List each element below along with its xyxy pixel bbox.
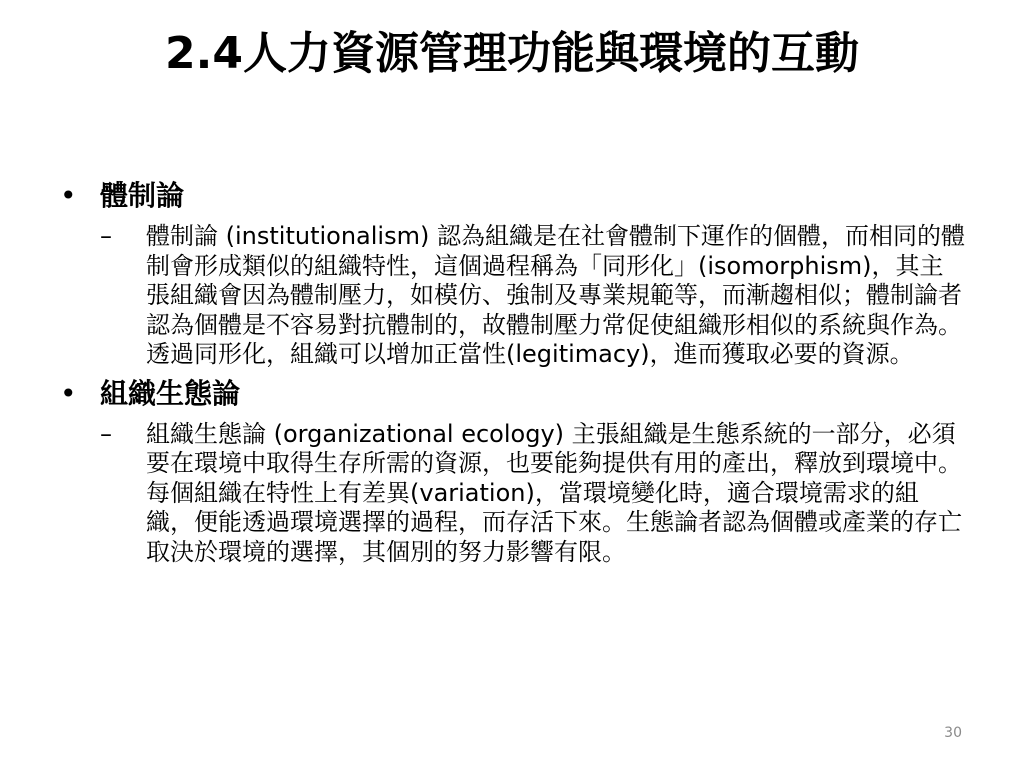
bullet-marker: •: [60, 376, 77, 410]
sub-item-institutionalism: [100, 222, 966, 370]
sub-bullet-marker: –: [100, 222, 112, 250]
sub-bullet-marker: –: [100, 419, 112, 448]
slide-content: [56, 178, 966, 573]
bullet-heading: 組織生態論: [100, 376, 241, 410]
bullet-heading: 體制論: [100, 179, 185, 212]
sub-item-organizational-ecology: [100, 420, 966, 568]
slide-title: 2.4人力資源管理功能與環境的互動: [165, 28, 859, 79]
page-number: 30: [944, 725, 962, 741]
bullet-institutionalism: [56, 178, 966, 214]
bullet-marker: •: [60, 179, 77, 212]
sub-item-text: 體制論 (institutionalism) 認為組織是在社會體制下運作的個體，而相同的體制會形成類似的組織特性，這個過程稱為「同形化」(isomorphism)，其主張組織會因為體制壓力，如模仿、強制及專業規範等，而漸趨相似；體制論者認為個體是不容易對抗體制的，故體制壓力常促使組織形相似的系統與作為。透過同形化，組織可以增加正當性(legitimacy)，進而獲取必要的資源。: [146, 222, 965, 368]
bullet-organizational-ecology: [56, 376, 966, 412]
sub-item-text: 組織生態論 (organizational ecology) 主張組織是生態系統的一部分，必須要在環境中取得生存所需的資源，也要能夠提供有用的產出，釋放到環境中。每個組織在特性上有差異(variation)，當環境變化時，適合環境需求的組織，便能透過環境選擇的過程，而存活下來。生態論者認為個體或產業的存亡取決於環境的選擇，其個別的努力影響有限。: [146, 419, 962, 566]
